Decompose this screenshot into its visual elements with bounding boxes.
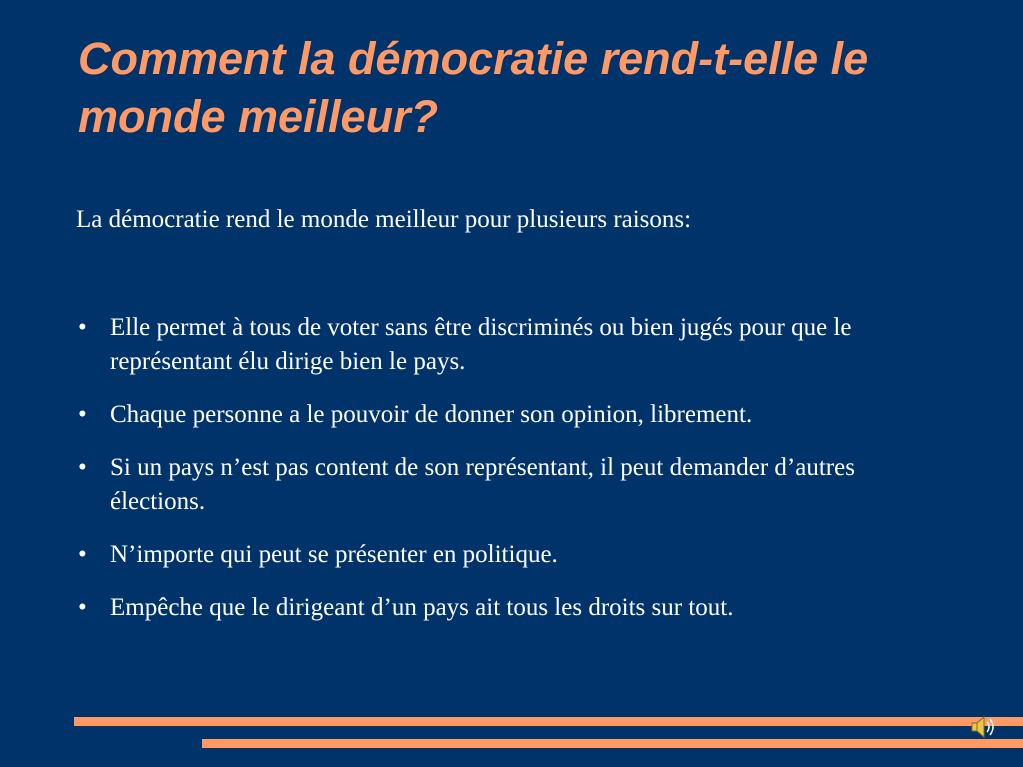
footer-rule-top (74, 717, 1023, 726)
bullet-list (76, 311, 956, 644)
bullet-item (76, 451, 956, 519)
bullet-item (76, 311, 956, 379)
slide-title: Comment la démocratie rend-t-elle le monde meilleur? (78, 33, 869, 142)
bullet-text: Empêche que le dirigeant d’un pays ait tous les droits sur tout. (110, 594, 734, 621)
bullet-marker: • (78, 594, 87, 621)
bullet-marker: • (78, 314, 87, 341)
footer-rule-bottom (202, 739, 1023, 748)
bullet-marker: • (78, 401, 87, 428)
slide-intro-text: La démocratie rend le monde meilleur pour plusieurs raisons: (76, 206, 692, 233)
bullet-item (76, 538, 956, 572)
bullet-text: Si un pays n’est pas content de son représentant, il peut demander d’autres élections. (110, 454, 855, 515)
bullet-text: N’importe qui peut se présenter en politique. (110, 541, 558, 568)
bullet-marker: • (78, 541, 87, 568)
speaker-sound-icon[interactable] (968, 712, 998, 742)
bullet-marker: • (78, 454, 87, 481)
bullet-item (76, 591, 956, 625)
bullet-text: Elle permet à tous de voter sans être discriminés ou bien jugés pour que le représentant élu dirige bien le pays. (110, 314, 852, 375)
bullet-item (76, 398, 956, 432)
bullet-text: Chaque personne a le pouvoir de donner son opinion, librement. (110, 401, 753, 428)
